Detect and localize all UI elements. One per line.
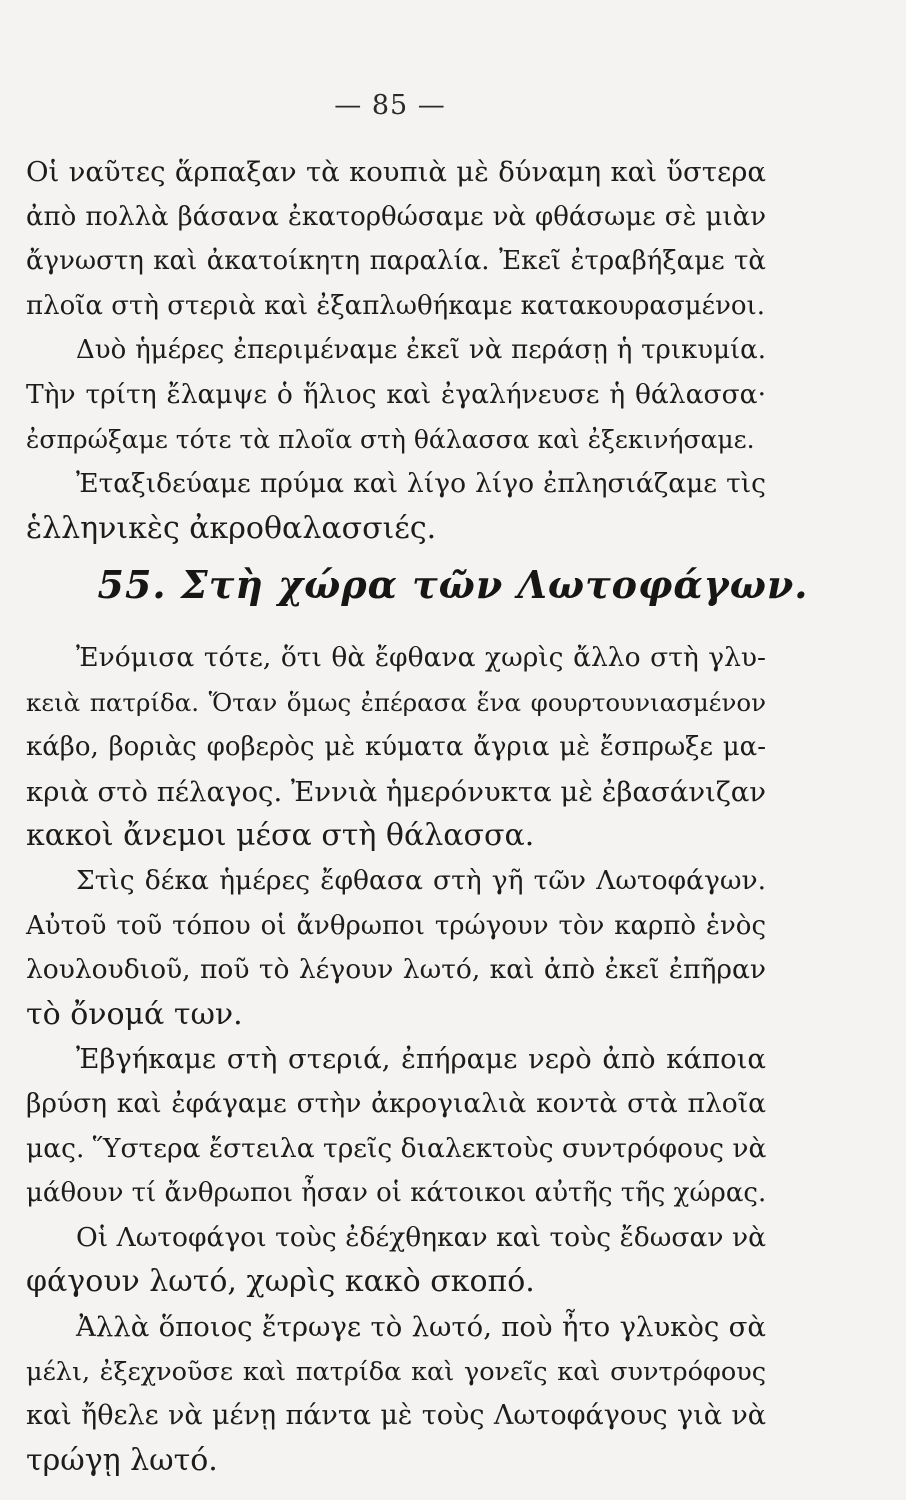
text-line: Ἐταξιδεύαμε πρύμα καὶ λίγο λίγο ἐπλησιάζαμε τὶς	[76, 468, 766, 500]
text-line: κάβο, βοριὰς φοβερὸς μὲ κύματα ἄγρια μὲ ἔσπρωξε μα-	[26, 732, 766, 763]
text-line: καὶ ἤθελε νὰ μένῃ πάντα μὲ τοὺς Λωτοφάγους γιὰ νὰ	[26, 1400, 766, 1432]
text-line: ἑλληνικὲς ἀκροθαλασσιές.	[26, 510, 437, 546]
text-line: Οἱ Λωτοφάγοι τοὺς ἐδέχθηκαν καὶ τοὺς ἔδωσαν νὰ	[76, 1221, 766, 1253]
text-line: ἐσπρώξαμε τότε τὰ πλοῖα στὴ θάλασσα καὶ ἐξεκινήσαμε.	[26, 424, 755, 454]
text-line: Ἐβγήκαμε στὴ στεριά, ἐπήραμε νερὸ ἀπὸ κάποια	[76, 1043, 766, 1076]
text-line: Στὶς δέκα ἡμέρες ἔφθασα στὴ γῆ τῶν Λωτοφάγων.	[76, 864, 766, 896]
text-line: τὸ ὄνομά των.	[26, 996, 243, 1032]
text-line: μάθουν τί ἄνθρωποι ἦσαν οἱ κάτοικοι αὐτῆς τῆς χώρας.	[26, 1178, 767, 1209]
text-line: ἀπὸ πολλὰ βάσανα ἐκατορθώσαμε νὰ φθάσωμε σὲ μιὰν	[26, 201, 766, 232]
text-line: κειὰ πατρίδα. Ὅταν ὅμως ἐπέρασα ἕνα φουρτουνιασμένον	[26, 687, 766, 717]
text-line: Ἀλλὰ ὅποιος ἔτρωγε τὸ λωτό, ποὺ ἦτο γλυκὸς σὰ	[76, 1310, 766, 1343]
text-block-after-heading	[26, 636, 766, 1483]
text-line: μέλι, ἐξεχνοῦσε καὶ πατρίδα καὶ γονεῖς καὶ συντρόφους	[26, 1356, 766, 1387]
text-line: Ἐνόμισα τότε, ὅτι θὰ ἔφθανα χωρὶς ἄλλο στὴ γλυ-	[76, 642, 766, 673]
text-line: λουλουδιοῦ, ποῦ τὸ λέγουν λωτό, καὶ ἀπὸ ἐκεῖ ἐπῆραν	[26, 954, 766, 986]
text-line: κακοὶ ἄνεμοι μέσα στὴ θάλασσα.	[26, 818, 535, 854]
text-line: βρύση καὶ ἐφάγαμε στὴν ἀκρογιαλιὰ κοντὰ στὰ πλοῖα	[26, 1087, 766, 1119]
section-heading: 55. Στὴ χώρα τῶν Λωτοφάγων.	[97, 562, 809, 607]
text-line: Οἱ ναῦτες ἅρπαξαν τὰ κουπιὰ μὲ δύναμη καὶ ὕστερα	[26, 156, 766, 188]
text-block-before-heading	[26, 150, 766, 551]
text-line: μας. Ὕστερα ἔστειλα τρεῖς διαλεκτοὺς συντρόφους νὰ	[26, 1132, 767, 1164]
text-line: Αὐτοῦ τοῦ τόπου οἱ ἄνθρωποι τρώγουν τὸν καρπὸ ἑνὸς	[26, 910, 766, 941]
text-line: πλοῖα στὴ στεριὰ καὶ ἐξαπλωθήκαμε κατακουρασμένοι.	[26, 290, 765, 321]
text-line: φάγουν λωτό, χωρὶς κακὸ σκοπό.	[26, 1264, 535, 1300]
text-line: κριὰ στὸ πέλαγος. Ἐννιὰ ἡμερόνυκτα μὲ ἐβασάνιζαν	[26, 775, 767, 808]
page-number: — 85 —	[334, 90, 446, 121]
text-line: Δυὸ ἡμέρες ἐπεριμέναμε ἐκεῖ νὰ περάσῃ ἡ τρικυμία.	[76, 335, 766, 366]
text-line: ἄγνωστη καὶ ἀκατοίκητη παραλία. Ἐκεῖ ἐτραβήξαμε τὰ	[26, 246, 766, 277]
text-line: Τὴν τρίτη ἔλαμψε ὁ ἥλιος καὶ ἐγαλήνευσε ἡ θάλασσα·	[26, 378, 766, 410]
text-line: τρώγῃ λωτό.	[26, 1442, 218, 1478]
